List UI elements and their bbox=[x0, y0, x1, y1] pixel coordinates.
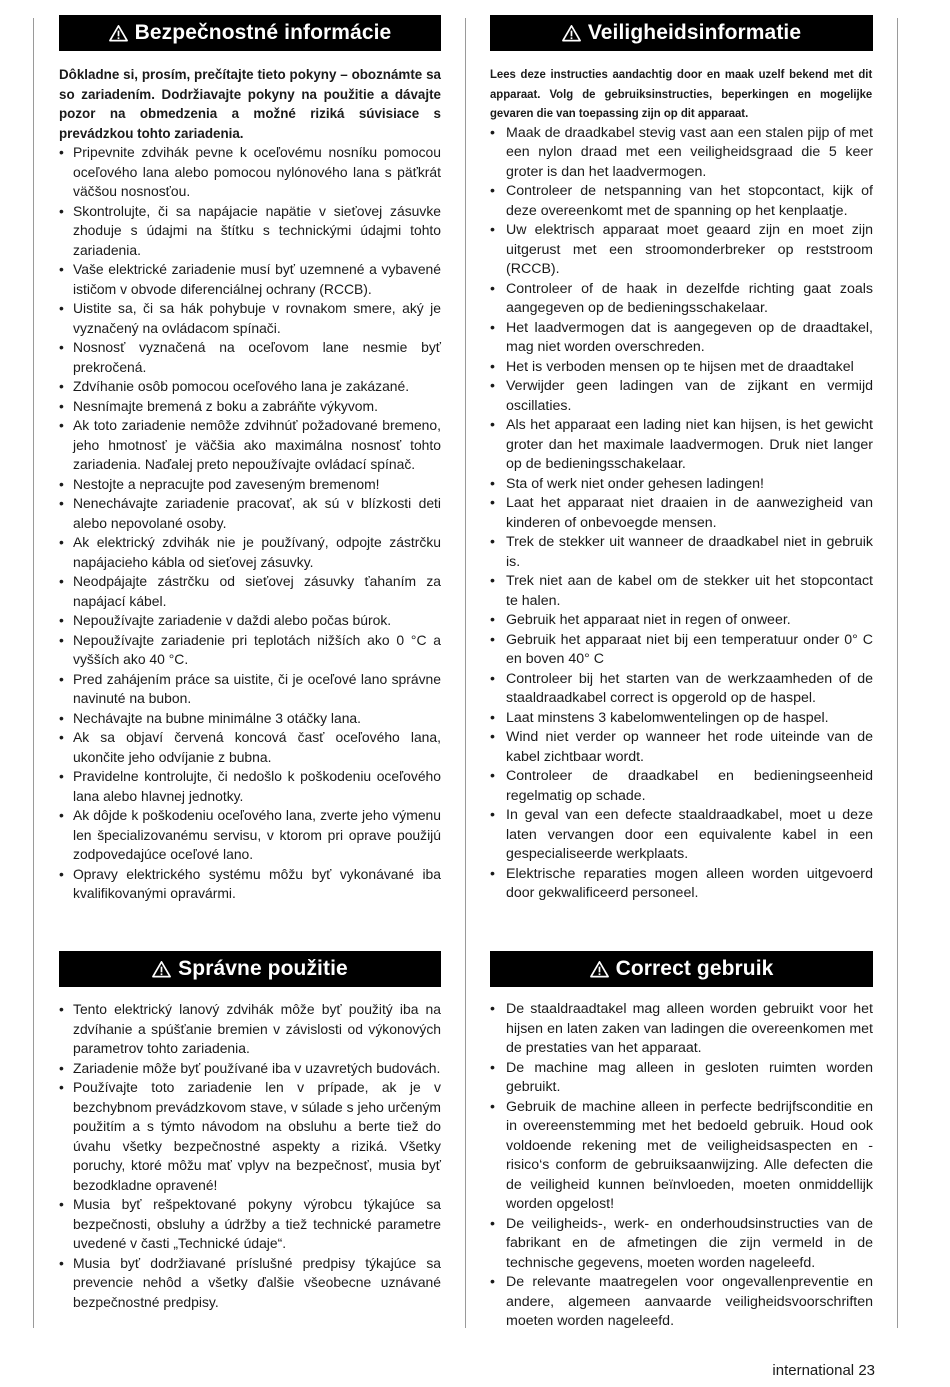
bullet-marker: • bbox=[490, 1059, 495, 1076]
left-margin-rule bbox=[33, 18, 34, 1328]
list-item-text: Uistite sa, či sa hák pohybuje v rovnakom smere, aký je vyznačený na ovládacom spínači. bbox=[73, 300, 441, 336]
list-item-text: Uw elektrisch apparaat moet geaard zijn en moet zijn uitgerust met een stroomonderbreker op reststroom (RCCB). bbox=[506, 222, 873, 277]
bullet-marker: • bbox=[490, 534, 495, 550]
list-item bbox=[490, 319, 873, 358]
list-item bbox=[59, 670, 441, 709]
list-item bbox=[490, 416, 873, 475]
safety-list-sk bbox=[59, 143, 441, 904]
list-item-text: Het is verboden mensen op te hijsen met de draadtakel bbox=[506, 358, 854, 375]
bullet-marker: • bbox=[490, 573, 495, 589]
list-item-text: Nenechávajte zariadenie pracovať, ak sú v blízkosti deti alebo nepovolané osoby. bbox=[73, 495, 441, 531]
heading-usage-sk-text: Správne použitie bbox=[178, 957, 348, 980]
bullet-marker: • bbox=[490, 1215, 495, 1232]
list-item bbox=[490, 280, 873, 319]
warning-icon bbox=[590, 960, 609, 978]
list-item-text: Laat minstens 3 kabelomwentelingen op de haspel. bbox=[506, 709, 829, 726]
list-item-text: Controleer de netspanning van het stopcontact, kijk of deze overeenkomt met de spanning op het kenplaatje. bbox=[506, 183, 873, 219]
list-item-text: Trek de stekker uit wanneer de draadkabel niet in gebruik is. bbox=[506, 534, 873, 570]
list-item-text: Nepoužívajte zariadenie pri teplotách nižších ako 0 °C a vyšších ako 40 °C. bbox=[73, 631, 441, 667]
bullet-marker: • bbox=[490, 280, 495, 297]
list-item bbox=[490, 1273, 873, 1332]
bullet-marker: • bbox=[490, 183, 495, 199]
usage-list-sk bbox=[59, 1000, 441, 1312]
list-item bbox=[59, 1195, 441, 1254]
usage-list-nl bbox=[490, 1000, 873, 1332]
bullet-marker: • bbox=[59, 807, 64, 823]
list-item-text: Maak de draadkabel stevig vast aan een stalen pijp of met een nylon draad met een veiligheidsgraad die 5 keer groter is dan het laadvermogen. bbox=[506, 124, 873, 180]
list-item bbox=[59, 202, 441, 261]
bullet-marker: • bbox=[59, 300, 64, 316]
list-item-text: Trek niet aan de kabel om de stekker uit het stopcontact te halen. bbox=[506, 573, 873, 609]
list-item bbox=[59, 806, 441, 865]
heading-safety-sk bbox=[59, 15, 441, 51]
list-item bbox=[59, 416, 441, 475]
bullet-marker: • bbox=[490, 709, 495, 726]
bullet-marker: • bbox=[59, 534, 64, 550]
list-item-text: Als het apparaat een lading niet kan hijsen, is het gewicht groter dan het maximale laadvermogen. Druk niet langer op de bedieningsschakelaar. bbox=[506, 417, 873, 472]
list-item bbox=[59, 611, 441, 631]
list-item bbox=[490, 572, 873, 611]
list-item bbox=[490, 377, 873, 416]
list-item-text: Controleer bij het starten van de werkzaamheden of de staaldraadkabel correct is opgerold op de haspel. bbox=[506, 670, 873, 706]
list-item-text: Nestojte a nepracujte pod zaveseným bremenom! bbox=[73, 475, 380, 492]
list-item bbox=[490, 494, 873, 533]
list-item bbox=[490, 806, 873, 865]
bullet-marker: • bbox=[490, 124, 495, 141]
list-item bbox=[59, 728, 441, 767]
bullet-marker: • bbox=[490, 807, 495, 823]
list-item-text: Vaše elektrické zariadenie musí byť uzemnené a vybavené ističom v obvode diferenciálnej ochrany (RCCB). bbox=[73, 261, 441, 297]
list-item-text: Musia byť dodržiavané príslušné predpisy týkajúce sa prevencie nehôd a všetky ďalšie všeobecne uznávané bezpečnostné predpisy. bbox=[73, 1254, 441, 1310]
bullet-marker: • bbox=[59, 612, 64, 628]
list-item-text: De veiligheids-, werk- en onderhoudsinstructies van de fabrikant en de afmetingen die zijn vermeld in de technische gegevens, moeten worden nageleefd. bbox=[506, 1215, 873, 1271]
bullet-marker: • bbox=[59, 729, 64, 745]
warning-icon bbox=[562, 24, 581, 42]
safety-section-sk bbox=[59, 65, 441, 904]
list-item bbox=[490, 533, 873, 572]
bullet-marker: • bbox=[59, 631, 64, 648]
heading-safety-nl-text: Veiligheidsinformatie bbox=[587, 21, 802, 44]
list-item-text: Ak elektrický zdvihák nie je používaný, odpojte zástrčku napájacieho kábla od sieťovej zásuvky. bbox=[73, 534, 441, 570]
bullet-marker: • bbox=[59, 1254, 64, 1271]
list-item bbox=[59, 709, 441, 729]
bullet-marker: • bbox=[59, 378, 64, 394]
bullet-marker: • bbox=[490, 865, 495, 882]
list-item-text: Pravidelne kontrolujte, či nedošlo k poškodeniu oceľového lana alebo hlavnej jednotky. bbox=[73, 768, 441, 804]
bullet-marker: • bbox=[490, 1098, 495, 1115]
list-item bbox=[490, 1059, 873, 1098]
list-item bbox=[490, 1000, 873, 1059]
list-item bbox=[59, 260, 441, 299]
heading-usage-nl bbox=[490, 951, 873, 987]
heading-safety-sk-text: Bezpečnostné informácie bbox=[134, 21, 392, 44]
list-item-text: Používajte toto zariadenie len v prípade, ak je v bezchybnom prevádzkovom stave, v súlade s jeho určeným použitím a s týmto návodom na obsluhu a berte tiež do úvahu všetky bezpečnostné aspekty a riziká. Všetky poruchy, ktoré môžu mať vplyv na bezpečnosť, musia byť bezodkladne opravené! bbox=[73, 1079, 441, 1193]
bullet-marker: • bbox=[490, 222, 495, 238]
bullet-marker: • bbox=[59, 495, 64, 511]
list-item bbox=[490, 124, 873, 183]
list-item bbox=[490, 670, 873, 709]
bullet-marker: • bbox=[490, 612, 495, 628]
list-item-text: Ak toto zariadenie nemôže zdvihnúť požadované bremeno, jeho hmotnosť je väčšia ako maximálna nosnosť tohto zariadenia. Naďalej preto nepoužívajte ovládací spínač. bbox=[73, 417, 441, 472]
usage-section-sk bbox=[59, 1000, 441, 1312]
list-item-text: Ak dôjde k poškodeniu oceľového lana, zverte jeho výmenu len špecializovanému servisu, v ktorom pri oprave použijú zodpovedajúce oceľové lano. bbox=[73, 807, 441, 862]
list-item-text: De relevante maatregelen voor ongevallenpreventie en andere, algemeen aanvaarde veiligheidsvoorschriften moeten worden nageleefd. bbox=[506, 1274, 873, 1329]
heading-usage-nl-text: Correct gebruik bbox=[615, 957, 774, 980]
heading-usage-sk bbox=[59, 951, 441, 987]
list-item-text: Zdvíhanie osôb pomocou oceľového lana je zakázané. bbox=[73, 378, 410, 394]
list-item bbox=[490, 865, 873, 904]
list-item bbox=[59, 631, 441, 670]
bullet-marker: • bbox=[490, 631, 495, 648]
bullet-marker: • bbox=[490, 417, 495, 433]
bullet-marker: • bbox=[490, 495, 495, 511]
warning-icon bbox=[109, 24, 128, 42]
bullet-marker: • bbox=[59, 202, 64, 219]
bullet-marker: • bbox=[490, 768, 495, 784]
bullet-marker: • bbox=[59, 670, 64, 687]
list-item-text: Gebruik de machine alleen in perfecte bedrijfsconditie en in overeenstemming met het bedoeld gebruik. Houd ook voldoende rekening met de veiligheidsaspecten en -risico‘s conform de gebruiksaanwijzing. Alle defecten die de veiligheid kunnen beïnvloeden, moeten onmiddellijk worden opgelost! bbox=[506, 1098, 873, 1212]
bullet-marker: • bbox=[59, 1059, 64, 1076]
list-item-text: Verwijder geen ladingen van de zijkant en vermijd oscillaties. bbox=[506, 378, 873, 414]
bullet-marker: • bbox=[59, 1079, 64, 1095]
list-item bbox=[59, 143, 441, 202]
list-item-text: Nechávajte na bubne minimálne 3 otáčky lana. bbox=[73, 709, 362, 726]
bullet-marker: • bbox=[59, 475, 64, 492]
list-item-text: Pred zahájením práce sa uistite, či je oceľové lano správne navinuté na bubon. bbox=[73, 670, 441, 706]
list-item-text: Controleer of de haak in dezelfde richting gaat zoals aangegeven op de bedieningsschakelaar. bbox=[506, 280, 873, 316]
list-item bbox=[490, 1098, 873, 1215]
list-item-text: Het laadvermogen dat is aangegeven op de draadtakel, mag niet worden overschreden. bbox=[506, 319, 873, 355]
list-item bbox=[59, 1059, 441, 1079]
list-item bbox=[59, 767, 441, 806]
center-rule bbox=[465, 18, 466, 1328]
bullet-marker: • bbox=[59, 865, 64, 882]
usage-section-nl bbox=[490, 1000, 873, 1332]
bullet-marker: • bbox=[490, 475, 495, 492]
list-item bbox=[59, 533, 441, 572]
bullet-marker: • bbox=[490, 729, 495, 745]
list-item-text: Nepoužívajte zariadenie v daždi alebo počas búrok. bbox=[73, 612, 392, 628]
footer-label: international bbox=[772, 1362, 855, 1379]
list-item bbox=[59, 865, 441, 904]
list-item bbox=[490, 709, 873, 729]
list-item-text: Skontrolujte, či sa napájacie napätie v sieťovej zásuvke zhoduje s údajmi na štítku s technickými údajmi tohto zariadenia. bbox=[73, 202, 441, 258]
list-item bbox=[490, 1215, 873, 1274]
list-item-text: Nesnímajte bremená z boku a zabráňte výkyvom. bbox=[73, 397, 378, 414]
list-item bbox=[59, 338, 441, 377]
bullet-marker: • bbox=[490, 1001, 495, 1017]
list-item-text: Tento elektrický lanový zdvihák môže byť použitý iba na zdvíhanie a spúšťanie bremien v závislosti od výkonových parametrov tohto zariadenia. bbox=[73, 1001, 441, 1056]
list-item-text: In geval van een defecte staaldraadkabel, moet u deze laten vervangen door een equivalente kabel in een gespecialiseerde werkplaats. bbox=[506, 807, 873, 862]
list-item-text: Nosnosť vyznačená na oceľovom lane nesmie byť prekročená. bbox=[73, 339, 441, 375]
list-item-text: Ak sa objaví červená koncová časť oceľového lana, ukončite jeho odvíjanie z bubna. bbox=[73, 729, 441, 765]
list-item-text: Elektrische reparaties mogen alleen worden uitgevoerd door gekwalificeerd personeel. bbox=[506, 865, 873, 901]
bullet-marker: • bbox=[59, 417, 64, 433]
list-item bbox=[490, 182, 873, 221]
list-item bbox=[59, 299, 441, 338]
list-item bbox=[59, 1078, 441, 1195]
list-item-text: Musia byť rešpektované pokyny výrobcu týkajúce sa bezpečnosti, obsluhy a údržby a tiež technické parametre uvedené v časti „Technické údaje“. bbox=[73, 1196, 441, 1251]
bullet-marker: • bbox=[59, 709, 64, 726]
list-item-text: De machine mag alleen in gesloten ruimten worden gebruikt. bbox=[506, 1059, 873, 1095]
list-item-text: Opravy elektrického systému môžu byť vykonávané iba kvalifikovanými opravármi. bbox=[73, 865, 441, 901]
page-number: 23 bbox=[858, 1362, 875, 1379]
bullet-marker: • bbox=[59, 397, 64, 414]
list-item bbox=[490, 611, 873, 631]
bullet-marker: • bbox=[59, 573, 64, 589]
intro-sk: Dôkladne si, prosím, prečítajte tieto pokyny – oboznámte sa so zariadením. Dodržiavajte pokyny na použitie a dávajte pozor na obmedzenia a možné riziká súvisiace s prevádzkou tohto zariadenia. bbox=[59, 67, 441, 141]
bullet-marker: • bbox=[59, 144, 64, 160]
list-item-text: Pripevnite zdvihák pevne k oceľovému nosníku pomocou oceľového lana alebo pomocou nylónového lana s päťkrát väčšou nosnosťou. bbox=[73, 144, 441, 199]
list-item bbox=[490, 221, 873, 280]
bullet-marker: • bbox=[59, 1001, 64, 1017]
list-item bbox=[59, 1254, 441, 1313]
heading-safety-nl bbox=[490, 15, 873, 51]
intro-nl: Lees deze instructies aandachtig door en maak uzelf bekend met dit apparaat. Volg de gebruiksinstructies, beperkingen en mogelijke gevaren die van toepassing zijn op dit apparaat. bbox=[490, 67, 873, 120]
list-item-text: Gebruik het apparaat niet bij een temperatuur onder 0° C en boven 40° C bbox=[506, 631, 873, 667]
bullet-marker: • bbox=[59, 261, 64, 277]
bullet-marker: • bbox=[490, 1274, 495, 1290]
bullet-marker: • bbox=[59, 768, 64, 784]
bullet-marker: • bbox=[490, 378, 495, 394]
list-item-text: De staaldraadtakel mag alleen worden gebruikt voor het hijsen en laten zaken van ladingen die overeenkomen met de prestaties van het apparaat. bbox=[506, 1001, 873, 1056]
list-item-text: Zariadenie môže byť používané iba v uzavretých budovách. bbox=[73, 1059, 441, 1076]
safety-list-nl bbox=[490, 124, 873, 904]
list-item-text: Wind niet verder op wanneer het rode uiteinde van de kabel zichtbaar wordt. bbox=[506, 729, 873, 765]
list-item bbox=[59, 494, 441, 533]
bullet-marker: • bbox=[490, 358, 495, 375]
safety-section-nl bbox=[490, 65, 873, 904]
list-item bbox=[59, 377, 441, 397]
list-item bbox=[59, 1000, 441, 1059]
list-item bbox=[490, 631, 873, 670]
warning-icon bbox=[152, 960, 171, 978]
list-item bbox=[59, 475, 441, 495]
page-footer bbox=[772, 1362, 875, 1379]
list-item-text: Controleer de draadkabel en bedieningseenheid regelmatig op schade. bbox=[506, 768, 873, 804]
list-item bbox=[490, 475, 873, 495]
right-margin-rule bbox=[897, 18, 898, 1328]
bullet-marker: • bbox=[59, 1196, 64, 1212]
list-item-text: Neodpájajte zástrčku od sieťovej zásuvky ťahaním za napájací kábel. bbox=[73, 573, 441, 609]
list-item bbox=[490, 358, 873, 378]
list-item bbox=[59, 572, 441, 611]
list-item bbox=[490, 767, 873, 806]
bullet-marker: • bbox=[59, 339, 64, 355]
bullet-marker: • bbox=[490, 670, 495, 687]
bullet-marker: • bbox=[490, 319, 495, 336]
list-item-text: Gebruik het apparaat niet in regen of onweer. bbox=[506, 612, 791, 628]
list-item-text: Sta of werk niet onder gehesen ladingen! bbox=[506, 475, 764, 492]
list-item bbox=[59, 397, 441, 417]
list-item bbox=[490, 728, 873, 767]
list-item-text: Laat het apparaat niet draaien in de aanwezigheid van kinderen of onbevoegde mensen. bbox=[506, 495, 873, 531]
